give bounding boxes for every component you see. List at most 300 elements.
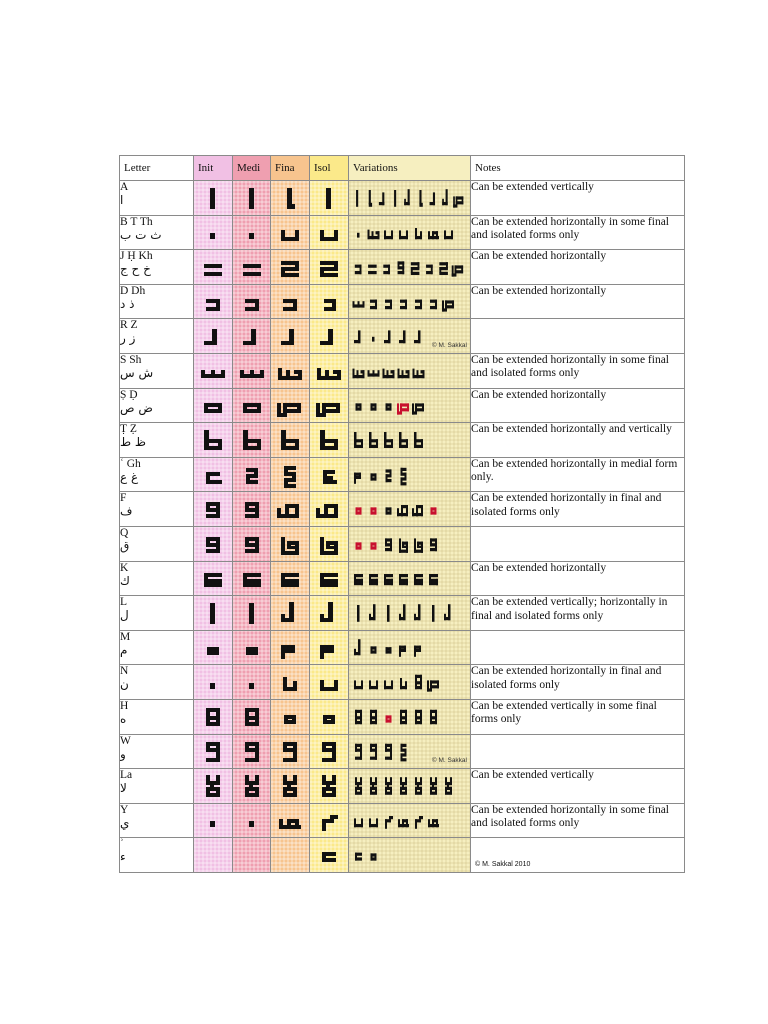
letter-row — [120, 284, 685, 319]
variation-glyph — [411, 262, 420, 275]
variation-glyph — [414, 645, 421, 656]
fina-glyph — [275, 321, 305, 351]
variation-glyph — [429, 574, 438, 585]
fina-glyph — [275, 390, 305, 420]
latin-name: N — [120, 665, 129, 678]
variation-glyph — [428, 820, 439, 828]
variations-cell — [349, 526, 471, 561]
variation-glyph — [452, 265, 463, 276]
variation-glyph — [384, 432, 393, 448]
note-text: Can be extended horizontally and vertically — [471, 423, 672, 436]
isol-form-cell — [310, 250, 349, 285]
variation-glyph — [398, 820, 409, 828]
fina-glyph — [275, 633, 305, 663]
init-glyph — [198, 529, 228, 559]
variation-glyph — [356, 508, 362, 515]
init-glyph — [198, 563, 228, 593]
fina-form-cell — [271, 803, 310, 838]
variation-glyph — [354, 681, 363, 690]
medi-form-cell — [233, 838, 271, 873]
variation-glyph — [385, 777, 392, 795]
letter-row — [120, 492, 685, 527]
variation-glyph — [369, 190, 372, 207]
letter-cell — [120, 353, 194, 388]
arabic-letter: ه — [120, 711, 127, 726]
variation-glyph — [354, 639, 361, 655]
latin-name: D Dh — [120, 284, 146, 297]
notes-cell — [471, 457, 685, 492]
variation-glyph — [354, 432, 363, 448]
fina-form-cell — [271, 769, 310, 804]
fina-form-cell — [271, 250, 310, 285]
letter-row — [120, 319, 685, 354]
variations-cell — [349, 492, 471, 527]
init-form-cell — [194, 596, 233, 631]
fina-glyph — [275, 217, 305, 247]
fina-glyph — [275, 529, 305, 559]
variation-glyph — [354, 819, 363, 828]
latin-name: Y — [120, 803, 129, 816]
latin-name: R Z — [120, 319, 138, 332]
variation-glyph — [370, 710, 377, 724]
isol-glyph — [314, 529, 344, 559]
latin-name: M — [120, 630, 131, 643]
variation-glyph — [430, 299, 437, 309]
variations-strip — [349, 217, 465, 247]
variations-cell — [349, 284, 471, 319]
variation-glyph — [385, 816, 393, 829]
latin-name: J Ḥ Kh — [120, 250, 153, 263]
isol-glyph — [314, 183, 344, 213]
medi-form-cell — [233, 423, 271, 458]
arabic-letter: ي — [120, 815, 130, 830]
variations-cell — [349, 561, 471, 596]
latin-name: ʾ — [120, 838, 124, 851]
header-isol: Isol — [310, 156, 349, 181]
fina-form-cell — [271, 561, 310, 596]
letter-row — [120, 596, 685, 631]
note-text: Can be extended horizontally in some final and isolated forms only — [471, 803, 669, 830]
variation-glyph — [357, 233, 360, 238]
fina-form-cell — [271, 838, 310, 873]
isol-glyph — [314, 702, 344, 732]
variation-glyph — [384, 681, 393, 690]
note-text: Can be extended horizontally in final and isolated forms only — [471, 492, 662, 518]
variation-glyph — [370, 299, 377, 309]
isol-glyph — [314, 805, 344, 835]
variation-glyph — [356, 542, 362, 549]
fina-form-cell — [271, 215, 310, 250]
init-glyph — [198, 771, 228, 801]
isol-form-cell — [310, 492, 349, 527]
variation-glyph — [415, 299, 422, 309]
note-text: Can be extended vertically; horizontally in final and isolated forms only — [471, 596, 668, 622]
letter-cell — [120, 319, 194, 354]
variation-glyph — [371, 508, 377, 515]
init-form-cell — [194, 630, 233, 665]
medi-glyph — [237, 460, 267, 490]
letter-cell — [120, 699, 194, 734]
letter-cell — [120, 561, 194, 596]
variation-glyph — [355, 744, 362, 760]
fina-glyph — [275, 356, 305, 386]
variation-glyph — [386, 647, 392, 653]
isol-glyph — [314, 633, 344, 663]
variation-glyph — [430, 538, 437, 551]
variation-glyph — [379, 192, 384, 205]
variation-glyph — [399, 574, 408, 585]
variation-glyph — [369, 432, 378, 448]
fina-glyph — [275, 460, 305, 490]
note-text: Can be extended horizontally — [471, 284, 607, 297]
isol-glyph — [314, 598, 344, 628]
variation-glyph — [412, 404, 424, 415]
isol-form-cell — [310, 284, 349, 319]
letter-cell — [120, 526, 194, 561]
isol-form-cell — [310, 215, 349, 250]
copyright-credit: © M. Sakkal — [431, 341, 467, 349]
variations-strip — [349, 460, 465, 490]
init-glyph — [198, 425, 228, 455]
fina-form-cell — [271, 526, 310, 561]
fina-glyph — [275, 494, 305, 524]
variation-glyph — [369, 819, 378, 828]
variation-glyph — [398, 368, 410, 378]
variation-glyph — [444, 231, 453, 240]
fina-form-cell — [271, 319, 310, 354]
medi-form-cell — [233, 388, 271, 423]
isol-form-cell — [310, 319, 349, 354]
letter-row — [120, 423, 685, 458]
latin-name: H — [120, 699, 129, 712]
variation-glyph — [398, 261, 405, 274]
variations-cell — [349, 181, 471, 216]
variations-strip — [349, 563, 465, 593]
variation-glyph — [385, 538, 392, 551]
variations-strip — [349, 805, 465, 835]
notes-cell — [471, 699, 685, 734]
letter-row — [120, 803, 685, 838]
medi-form-cell — [233, 630, 271, 665]
letter-cell — [120, 284, 194, 319]
notes-cell — [471, 803, 685, 838]
init-form-cell — [194, 423, 233, 458]
note-text: Can be extended horizontally in final and isolated forms only — [471, 665, 662, 691]
arabic-letter: ء — [120, 850, 126, 865]
letter-cell — [120, 492, 194, 527]
notes-cell — [471, 250, 685, 285]
arabic-letter: و — [120, 746, 126, 761]
isol-glyph — [314, 287, 344, 317]
isol-glyph — [314, 460, 344, 490]
latin-name: L — [120, 596, 128, 609]
medi-form-cell — [233, 250, 271, 285]
variation-glyph — [368, 370, 380, 376]
variations-cell — [349, 665, 471, 700]
medi-form-cell — [233, 665, 271, 700]
variations-strip — [349, 390, 465, 420]
note-text: Can be extended vertically in some final forms only — [471, 699, 657, 726]
letter-cell — [120, 596, 194, 631]
variation-glyph — [430, 192, 435, 205]
notes-cell — [471, 630, 685, 665]
init-glyph — [198, 633, 228, 663]
arabic-letter: ظ ط — [120, 435, 147, 450]
latin-name: A — [120, 181, 129, 193]
isol-form-cell — [310, 388, 349, 423]
letter-row — [120, 250, 685, 285]
latin-name: B T Th — [120, 215, 153, 228]
medi-form-cell — [233, 699, 271, 734]
letter-row — [120, 838, 685, 873]
notes-cell — [471, 388, 685, 423]
variation-glyph — [445, 777, 452, 795]
medi-glyph — [237, 217, 267, 247]
variation-glyph — [399, 231, 408, 240]
variation-glyph — [385, 744, 392, 760]
variation-glyph — [371, 646, 377, 653]
variation-glyph — [368, 230, 380, 240]
notes-cell — [471, 492, 685, 527]
medi-glyph — [237, 425, 267, 455]
header-row — [120, 156, 685, 181]
variation-glyph — [355, 853, 362, 861]
init-glyph — [198, 805, 228, 835]
init-form-cell — [194, 284, 233, 319]
variation-glyph — [430, 710, 437, 724]
letter-cell — [120, 388, 194, 423]
footer-copyright: © M. Sakkal 2010 — [475, 861, 531, 869]
header-fina: Fina — [271, 156, 310, 181]
arabic-letter: ل — [120, 608, 129, 623]
medi-form-cell — [233, 526, 271, 561]
init-form-cell — [194, 353, 233, 388]
variations-cell — [349, 423, 471, 458]
variation-glyph — [400, 299, 407, 309]
variation-glyph — [354, 574, 363, 585]
notes-cell — [471, 596, 685, 631]
medi-form-cell — [233, 319, 271, 354]
note-text: Can be extended horizontally — [471, 561, 607, 574]
medi-glyph — [237, 390, 267, 420]
variation-glyph — [399, 432, 408, 448]
variations-strip — [349, 840, 465, 870]
note-text: Can be extended vertically — [471, 769, 594, 782]
latin-name: Ṣ Ḍ — [120, 388, 138, 401]
variation-glyph — [432, 605, 435, 622]
header-letter: Letter — [120, 156, 194, 181]
header-variations: Variations — [349, 156, 471, 181]
init-glyph — [198, 356, 228, 386]
init-glyph — [198, 494, 228, 524]
fina-glyph — [275, 183, 305, 213]
variation-glyph — [401, 467, 407, 485]
fina-form-cell — [271, 423, 310, 458]
init-form-cell — [194, 181, 233, 216]
variation-glyph — [387, 605, 390, 622]
variation-glyph — [383, 265, 390, 275]
init-form-cell — [194, 526, 233, 561]
notes-cell — [471, 215, 685, 250]
variation-glyph — [386, 469, 392, 482]
init-glyph — [198, 598, 228, 628]
fina-form-cell — [271, 457, 310, 492]
variations-strip — [349, 771, 465, 801]
fina-glyph — [275, 425, 305, 455]
variation-glyph — [414, 604, 421, 620]
latin-name: K — [120, 561, 129, 574]
fina-form-cell — [271, 699, 310, 734]
variation-glyph — [412, 505, 423, 516]
variations-cell — [349, 388, 471, 423]
notes-cell — [471, 423, 685, 458]
variation-glyph — [368, 265, 377, 275]
arabic-letter: ا — [120, 193, 124, 207]
variation-glyph — [442, 300, 454, 311]
copyright-credit: © M. Sakkal — [431, 757, 467, 765]
arabic-letter: ض ص — [120, 400, 153, 415]
variation-glyph — [415, 816, 423, 829]
init-form-cell — [194, 215, 233, 250]
letter-cell — [120, 423, 194, 458]
medi-form-cell — [233, 181, 271, 216]
variation-glyph — [442, 189, 447, 205]
init-glyph — [198, 287, 228, 317]
letter-row — [120, 665, 685, 700]
variation-glyph — [413, 368, 425, 378]
variations-strip — [349, 287, 465, 317]
variation-glyph — [397, 404, 409, 415]
variations-strip — [349, 356, 465, 386]
variation-glyph — [426, 265, 433, 275]
letter-cell — [120, 457, 194, 492]
variations-cell — [349, 457, 471, 492]
variations-strip — [349, 529, 465, 559]
init-glyph — [198, 390, 228, 420]
fina-form-cell — [271, 353, 310, 388]
init-form-cell — [194, 699, 233, 734]
note-text: Can be extended horizontally in medial form only. — [471, 457, 678, 484]
variations-cell — [349, 215, 471, 250]
variation-glyph — [430, 777, 437, 795]
variation-glyph — [371, 542, 377, 549]
medi-form-cell — [233, 561, 271, 596]
isol-glyph — [314, 390, 344, 420]
isol-form-cell — [310, 769, 349, 804]
variation-glyph — [419, 190, 422, 207]
isol-glyph — [314, 425, 344, 455]
latin-name: S Sh — [120, 353, 142, 366]
header-medi: Medi — [233, 156, 271, 181]
variations-strip — [349, 183, 465, 213]
header-notes: Notes — [471, 156, 685, 181]
fina-glyph — [275, 563, 305, 593]
kufic-letter-chart — [119, 155, 685, 873]
isol-form-cell — [310, 630, 349, 665]
variations-cell — [349, 353, 471, 388]
notes-cell — [471, 526, 685, 561]
notes-cell — [471, 769, 685, 804]
notes-cell — [471, 181, 685, 216]
isol-form-cell — [310, 353, 349, 388]
variation-glyph — [357, 605, 360, 622]
isol-glyph — [314, 356, 344, 386]
notes-cell — [471, 353, 685, 388]
variations-cell — [349, 250, 471, 285]
letter-cell — [120, 838, 194, 873]
variation-glyph — [369, 574, 378, 585]
medi-glyph — [237, 356, 267, 386]
letter-cell — [120, 665, 194, 700]
notes-cell — [471, 561, 685, 596]
letter-row — [120, 699, 685, 734]
latin-name: Q — [120, 526, 129, 539]
latin-name: ʿ Gh — [120, 457, 141, 470]
fina-glyph — [275, 702, 305, 732]
fina-glyph — [275, 667, 305, 697]
arabic-letter: ز ر — [120, 331, 136, 346]
variation-glyph — [384, 231, 393, 240]
variations-cell — [349, 596, 471, 631]
variation-glyph — [383, 368, 395, 378]
note-text: Can be extended horizontally — [471, 250, 607, 263]
arabic-letter: ن — [120, 677, 129, 692]
variation-glyph — [414, 538, 423, 552]
medi-glyph — [237, 252, 267, 282]
isol-glyph — [314, 321, 344, 351]
isol-glyph — [314, 840, 344, 870]
notes-cell — [471, 665, 685, 700]
arabic-letter: ك — [120, 573, 130, 588]
variations-strip — [349, 425, 465, 455]
variation-glyph — [399, 538, 408, 552]
arabic-letter: خ ح ج — [120, 262, 151, 277]
isol-form-cell — [310, 423, 349, 458]
variation-glyph — [415, 228, 422, 239]
variations-strip — [349, 494, 465, 524]
variation-glyph — [384, 574, 393, 585]
isol-glyph — [314, 494, 344, 524]
letter-row — [120, 457, 685, 492]
isol-form-cell — [310, 596, 349, 631]
medi-glyph — [237, 702, 267, 732]
variation-glyph — [400, 777, 407, 795]
variation-glyph — [415, 710, 422, 724]
variation-glyph — [414, 432, 423, 448]
letter-cell — [120, 250, 194, 285]
medi-form-cell — [233, 803, 271, 838]
variation-glyph — [394, 190, 396, 207]
arabic-letter: ث ت ب — [120, 227, 162, 242]
variation-glyph — [355, 710, 362, 724]
medi-glyph — [237, 633, 267, 663]
isol-glyph — [314, 252, 344, 282]
isol-form-cell — [310, 457, 349, 492]
fina-form-cell — [271, 630, 310, 665]
medi-form-cell — [233, 353, 271, 388]
medi-glyph — [237, 563, 267, 593]
medi-form-cell — [233, 457, 271, 492]
variation-glyph — [386, 404, 392, 411]
variation-glyph — [353, 368, 365, 378]
note-text: Can be extended horizontally — [471, 388, 607, 401]
latin-name: W — [120, 734, 131, 747]
arabic-letter: ف — [120, 504, 133, 519]
isol-glyph — [314, 771, 344, 801]
latin-name: F — [120, 492, 127, 505]
variation-glyph — [372, 337, 375, 342]
variations-cell — [349, 803, 471, 838]
